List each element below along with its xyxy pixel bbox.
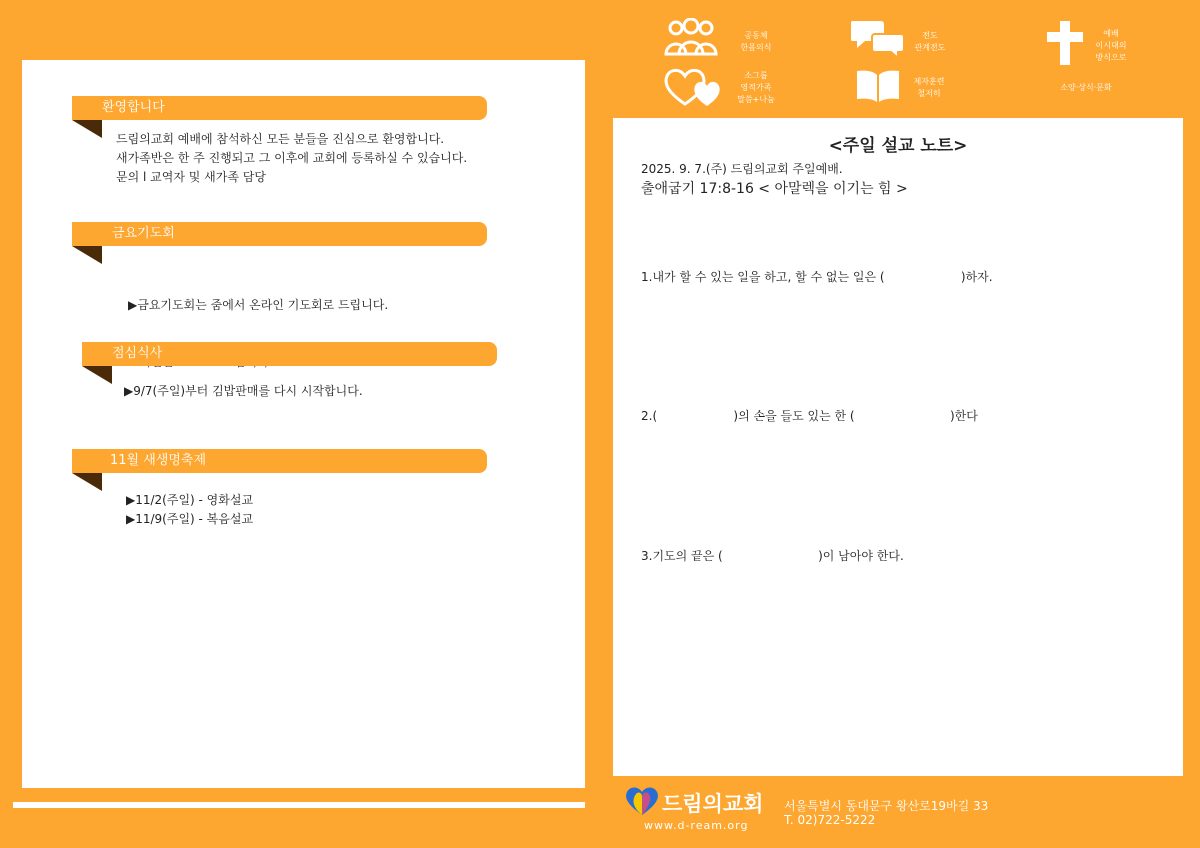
sermon-point: 1.내가 할 수 있는 일을 하고, 할 수 없는 일은 ( )하자. <box>641 270 993 284</box>
icon-label-line: 영적가족 <box>740 83 772 92</box>
section-title: 금요기도회 <box>112 226 175 241</box>
icon-label-line: 소양·상식·문화 <box>1060 83 1112 92</box>
section-title: 점심식사 <box>112 346 163 361</box>
sermon-point: 2.( )의 손을 들도 있는 한 ( )한다 <box>641 409 978 423</box>
section-new-life-festival <box>72 449 492 539</box>
icon-label <box>1085 28 1137 64</box>
section-friday-prayer <box>72 222 492 312</box>
icon-label-line: 한몸의식 <box>740 43 772 52</box>
icon-label-line: 말씀+나눔 <box>737 95 775 104</box>
icon-label-line: 제자훈련 <box>913 77 945 86</box>
banner-fold <box>72 120 102 138</box>
body-line: ▶9/7(주일)부터 김밥판매를 다시 시작합니다. <box>124 384 363 398</box>
church-address: 서울특별시 동대문구 왕산로19바길 33 <box>784 799 989 813</box>
section-banner <box>82 342 497 366</box>
sermon-note-panel <box>613 118 1183 776</box>
section-banner <box>72 449 487 473</box>
section-banner <box>72 222 487 246</box>
sermon-date: 2025. 9. 7.(주) 드림의교회 주일예배. <box>641 162 843 176</box>
section-body <box>126 491 253 529</box>
church-name: 드림의교회 <box>662 792 764 816</box>
icon-label-line: 공동체 <box>744 31 768 40</box>
icon-label-line: 철저히 <box>917 89 941 98</box>
church-phone: T. 02)722-5222 <box>784 813 876 827</box>
body-line: 문의 l 교역자 및 새가족 담당 <box>116 170 266 184</box>
banner-fold <box>82 366 112 384</box>
body-line: 새가족반은 한 주 진행되고 그 이후에 교회에 등록하실 수 있습니다. <box>116 151 468 165</box>
sermon-scripture: 출애굽기 17:8-16 < 아말렉을 이기는 힘 > <box>641 181 908 197</box>
people-icon <box>664 18 718 60</box>
announcement-panel <box>22 60 585 788</box>
heart-logo-icon <box>624 785 660 817</box>
body-line: ▶금요기도회는 줌에서 온라인 기도회로 드립니다. <box>128 298 389 312</box>
icon-label <box>900 76 958 100</box>
icon-label-line: 예배 <box>1103 29 1119 38</box>
icon-label-line: 소그룹 <box>744 71 768 80</box>
section-body <box>116 130 467 187</box>
church-website: www.d-ream.org <box>644 819 749 832</box>
icon-label-line: 이시대의 <box>1095 41 1127 50</box>
icon-label <box>730 70 782 106</box>
open-book-icon <box>854 68 902 108</box>
icon-label <box>900 30 960 54</box>
body-line: ▶11/2(주일) - 영화설교 <box>126 493 254 507</box>
icon-label-line: 방식으로 <box>1095 53 1127 62</box>
section-title: 환영합니다 <box>102 100 165 115</box>
icon-label-line: 관계전도 <box>914 43 946 52</box>
body-line: 드림의교회 예배에 참석하신 모든 분들을 진심으로 환영합니다. <box>116 132 445 146</box>
body-line: ▶11/9(주일) - 복음설교 <box>126 512 254 526</box>
section-title: 11월 새생명축제 <box>110 453 207 468</box>
icon-label-line: 전도 <box>922 31 938 40</box>
icon-label <box>730 30 782 54</box>
section-body <box>124 382 363 401</box>
icon-label <box>1048 82 1124 94</box>
banner-fold <box>72 246 102 264</box>
section-welcome <box>72 96 492 196</box>
hearts-icon <box>663 66 725 112</box>
speech-bubbles-icon <box>851 18 905 62</box>
banner-fold <box>72 473 102 491</box>
cross-icon <box>1045 20 1085 70</box>
section-banner <box>72 96 487 120</box>
church-logo <box>624 785 660 821</box>
sermon-point: 3.기도의 끝은 ( )이 남아야 한다. <box>641 549 904 563</box>
section-lunch <box>82 342 502 412</box>
sermon-title: <주일 설교 노트> <box>828 136 968 156</box>
bottom-divider <box>13 802 585 808</box>
